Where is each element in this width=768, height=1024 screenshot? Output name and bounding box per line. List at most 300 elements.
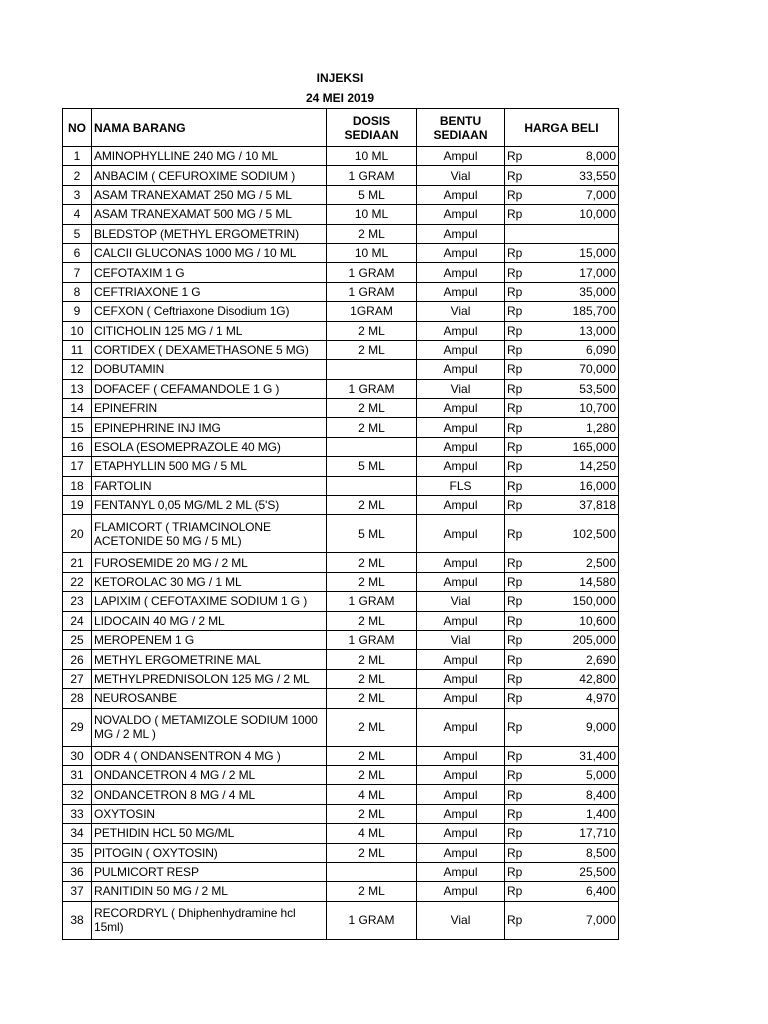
row-bentuk: Ampul xyxy=(417,243,505,262)
row-bentuk: Ampul xyxy=(417,572,505,591)
row-no: 19 xyxy=(63,496,92,515)
row-price: 165,000 xyxy=(572,440,616,455)
row-dosis: 2 ML xyxy=(327,650,417,669)
table-row xyxy=(63,340,619,359)
row-nama-barang: ASAM TRANEXAMAT 500 MG / 5 ML xyxy=(92,205,327,224)
row-price: 2,690 xyxy=(585,652,616,667)
row-no: 12 xyxy=(63,360,92,379)
row-bentuk: Ampul xyxy=(417,515,505,553)
row-currency: Rp xyxy=(507,168,523,183)
row-bentuk: Ampul xyxy=(417,340,505,359)
row-nama-barang: ONDANCETRON 8 MG / 4 ML xyxy=(92,785,327,804)
row-nama-barang: NEUROSANBE xyxy=(92,689,327,708)
row-price: 1,280 xyxy=(585,420,616,435)
row-bentuk: Ampul xyxy=(417,496,505,515)
row-nama-barang: FENTANYL 0,05 MG/ML 2 ML (5'S) xyxy=(92,496,327,515)
row-currency: Rp xyxy=(507,265,523,280)
row-nama-barang: AMINOPHYLLINE 240 MG / 10 ML xyxy=(92,147,327,166)
row-harga xyxy=(505,765,619,784)
row-bentuk: Ampul xyxy=(417,205,505,224)
row-dosis: 1 GRAM xyxy=(327,630,417,649)
row-harga xyxy=(505,824,619,843)
row-bentuk: Ampul xyxy=(417,843,505,862)
table-row xyxy=(63,166,619,185)
row-price: 205,000 xyxy=(572,633,616,648)
row-harga xyxy=(505,689,619,708)
row-currency: Rp xyxy=(507,913,523,928)
row-dosis: 2 ML xyxy=(327,496,417,515)
row-nama-barang: ONDANCETRON 4 MG / 2 ML xyxy=(92,765,327,784)
row-no: 26 xyxy=(63,650,92,669)
row-nama-barang: ASAM TRANEXAMAT 250 MG / 5 ML xyxy=(92,185,327,204)
row-harga xyxy=(505,785,619,804)
row-nama-barang: METHYLPREDNISOLON 125 MG / 2 ML xyxy=(92,669,327,688)
row-dosis: 1 GRAM xyxy=(327,901,417,939)
table-row xyxy=(63,185,619,204)
row-price: 102,500 xyxy=(572,526,616,541)
table-row xyxy=(63,360,619,379)
row-price: 1,400 xyxy=(585,806,616,821)
row-no: 27 xyxy=(63,669,92,688)
row-dosis: 1 GRAM xyxy=(327,263,417,282)
row-bentuk: Ampul xyxy=(417,282,505,301)
row-price: 10,600 xyxy=(579,613,616,628)
row-dosis: 2 ML xyxy=(327,340,417,359)
header-no: NO xyxy=(63,109,92,147)
row-dosis xyxy=(327,437,417,456)
row-harga xyxy=(505,302,619,321)
row-bentuk: Vial xyxy=(417,592,505,611)
row-harga xyxy=(505,418,619,437)
row-nama-barang: RECORDRYL ( Dhiphenhydramine hcl 15ml) xyxy=(92,901,327,939)
row-harga xyxy=(505,457,619,476)
header-nama-barang: NAMA BARANG xyxy=(92,109,327,147)
row-harga xyxy=(505,882,619,901)
row-nama-barang: EPINEPHRINE INJ IMG xyxy=(92,418,327,437)
table-header-row xyxy=(63,109,619,147)
row-bentuk: Ampul xyxy=(417,824,505,843)
row-no: 15 xyxy=(63,418,92,437)
row-price: 2,500 xyxy=(585,555,616,570)
row-harga xyxy=(505,708,619,746)
row-price: 37,818 xyxy=(579,498,616,513)
row-harga xyxy=(505,340,619,359)
row-harga xyxy=(505,166,619,185)
row-harga xyxy=(505,746,619,765)
row-harga xyxy=(505,205,619,224)
row-bentuk: Ampul xyxy=(417,650,505,669)
row-no: 31 xyxy=(63,765,92,784)
row-no: 29 xyxy=(63,708,92,746)
row-nama-barang: LAPIXIM ( CEFOTAXIME SODIUM 1 G ) xyxy=(92,592,327,611)
table-row xyxy=(63,630,619,649)
row-dosis: 2 ML xyxy=(327,572,417,591)
row-no: 8 xyxy=(63,282,92,301)
row-price: 10,700 xyxy=(579,401,616,416)
row-bentuk: Vial xyxy=(417,166,505,185)
row-nama-barang: KETOROLAC 30 MG / 1 ML xyxy=(92,572,327,591)
table-row xyxy=(63,572,619,591)
row-dosis: 2 ML xyxy=(327,708,417,746)
table-row xyxy=(63,476,619,495)
row-no: 18 xyxy=(63,476,92,495)
row-dosis: 4 ML xyxy=(327,785,417,804)
row-nama-barang: CITICHOLIN 125 MG / 1 ML xyxy=(92,321,327,340)
table-row xyxy=(63,611,619,630)
row-dosis: 2 ML xyxy=(327,882,417,901)
page-date: 24 MEI 2019 xyxy=(305,91,375,105)
row-currency: Rp xyxy=(507,720,523,735)
row-no: 4 xyxy=(63,205,92,224)
row-no: 25 xyxy=(63,630,92,649)
row-currency: Rp xyxy=(507,652,523,667)
row-price: 17,000 xyxy=(579,265,616,280)
row-no: 23 xyxy=(63,592,92,611)
row-nama-barang: EPINEFRIN xyxy=(92,399,327,418)
row-nama-barang: FUROSEMIDE 20 MG / 2 ML xyxy=(92,553,327,572)
row-dosis: 2 ML xyxy=(327,224,417,243)
row-harga xyxy=(505,572,619,591)
row-currency: Rp xyxy=(507,187,523,202)
row-currency: Rp xyxy=(507,246,523,261)
row-currency: Rp xyxy=(507,343,523,358)
row-nama-barang: ANBACIM ( CEFUROXIME SODIUM ) xyxy=(92,166,327,185)
row-dosis: 2 ML xyxy=(327,765,417,784)
row-harga xyxy=(505,862,619,881)
row-no: 37 xyxy=(63,882,92,901)
row-bentuk: Ampul xyxy=(417,399,505,418)
row-dosis: 4 ML xyxy=(327,824,417,843)
row-nama-barang: LIDOCAIN 40 MG / 2 ML xyxy=(92,611,327,630)
table-row xyxy=(63,282,619,301)
row-price: 4,970 xyxy=(585,691,616,706)
row-nama-barang: PITOGIN ( OXYTOSIN) xyxy=(92,843,327,862)
row-nama-barang: MEROPENEM 1 G xyxy=(92,630,327,649)
row-currency: Rp xyxy=(507,478,523,493)
row-no: 1 xyxy=(63,147,92,166)
header-bentu-sediaan: BENTU SEDIAAN xyxy=(417,109,505,147)
row-price: 9,000 xyxy=(585,720,616,735)
row-nama-barang: DOFACEF ( CEFAMANDOLE 1 G ) xyxy=(92,379,327,398)
row-currency: Rp xyxy=(507,440,523,455)
row-dosis: 10 ML xyxy=(327,205,417,224)
row-nama-barang: OXYTOSIN xyxy=(92,804,327,823)
row-currency: Rp xyxy=(507,555,523,570)
row-bentuk: Vial xyxy=(417,630,505,649)
row-currency: Rp xyxy=(507,149,523,164)
row-nama-barang: RANITIDIN 50 MG / 2 ML xyxy=(92,882,327,901)
row-price: 53,500 xyxy=(579,381,616,396)
row-price: 6,400 xyxy=(585,884,616,899)
row-price: 70,000 xyxy=(579,362,616,377)
row-price: 8,400 xyxy=(585,787,616,802)
row-dosis: 2 ML xyxy=(327,689,417,708)
row-no: 20 xyxy=(63,515,92,553)
row-nama-barang: DOBUTAMIN xyxy=(92,360,327,379)
row-currency: Rp xyxy=(507,304,523,319)
table-row xyxy=(63,399,619,418)
row-bentuk: Ampul xyxy=(417,708,505,746)
row-bentuk: Ampul xyxy=(417,418,505,437)
row-dosis: 5 ML xyxy=(327,515,417,553)
row-bentuk: Ampul xyxy=(417,689,505,708)
row-price: 7,000 xyxy=(585,187,616,202)
row-harga xyxy=(505,185,619,204)
row-bentuk: Ampul xyxy=(417,611,505,630)
row-no: 11 xyxy=(63,340,92,359)
row-no: 34 xyxy=(63,824,92,843)
row-currency: Rp xyxy=(507,748,523,763)
row-harga xyxy=(505,321,619,340)
row-nama-barang: CEFTRIAXONE 1 G xyxy=(92,282,327,301)
row-dosis: 1 GRAM xyxy=(327,166,417,185)
row-no: 3 xyxy=(63,185,92,204)
table-row xyxy=(63,205,619,224)
row-price: 31,400 xyxy=(579,748,616,763)
header-harga-beli: HARGA BELI xyxy=(505,109,619,147)
row-currency: Rp xyxy=(507,671,523,686)
row-no: 36 xyxy=(63,862,92,881)
row-dosis: 1 GRAM xyxy=(327,282,417,301)
table-row xyxy=(63,457,619,476)
table-row xyxy=(63,418,619,437)
row-harga xyxy=(505,476,619,495)
row-currency: Rp xyxy=(507,826,523,841)
row-bentuk: Ampul xyxy=(417,746,505,765)
row-nama-barang: ESOLA (ESOMEPRAZOLE 40 MG) xyxy=(92,437,327,456)
row-currency: Rp xyxy=(507,284,523,299)
row-price: 10,000 xyxy=(579,207,616,222)
row-harga xyxy=(505,669,619,688)
row-nama-barang: FLAMICORT ( TRIAMCINOLONE ACETONIDE 50 MG / 5 ML) xyxy=(92,515,327,553)
row-currency: Rp xyxy=(507,594,523,609)
row-dosis: 1 GRAM xyxy=(327,592,417,611)
row-price: 185,700 xyxy=(572,304,616,319)
row-bentuk: Ampul xyxy=(417,457,505,476)
row-currency: Rp xyxy=(507,323,523,338)
table-row xyxy=(63,765,619,784)
row-no: 14 xyxy=(63,399,92,418)
row-currency: Rp xyxy=(507,865,523,880)
row-currency: Rp xyxy=(507,613,523,628)
row-nama-barang: PETHIDIN HCL 50 MG/ML xyxy=(92,824,327,843)
row-no: 9 xyxy=(63,302,92,321)
table-row xyxy=(63,592,619,611)
row-harga xyxy=(505,399,619,418)
row-no: 22 xyxy=(63,572,92,591)
row-dosis: 2 ML xyxy=(327,843,417,862)
row-nama-barang: ETAPHYLLIN 500 MG / 5 ML xyxy=(92,457,327,476)
row-currency: Rp xyxy=(507,845,523,860)
row-no: 17 xyxy=(63,457,92,476)
row-price: 5,000 xyxy=(585,768,616,783)
table-row xyxy=(63,496,619,515)
row-harga xyxy=(505,437,619,456)
row-dosis: 2 ML xyxy=(327,669,417,688)
row-no: 2 xyxy=(63,166,92,185)
row-bentuk: Ampul xyxy=(417,147,505,166)
row-currency: Rp xyxy=(507,381,523,396)
row-currency: Rp xyxy=(507,459,523,474)
row-dosis: 2 ML xyxy=(327,746,417,765)
table-row xyxy=(63,263,619,282)
row-harga xyxy=(505,901,619,939)
row-price: 16,000 xyxy=(579,478,616,493)
row-bentuk: Ampul xyxy=(417,360,505,379)
row-no: 16 xyxy=(63,437,92,456)
table-row xyxy=(63,746,619,765)
row-currency: Rp xyxy=(507,401,523,416)
row-harga xyxy=(505,147,619,166)
row-currency: Rp xyxy=(507,806,523,821)
row-dosis: 2 ML xyxy=(327,399,417,418)
row-dosis xyxy=(327,862,417,881)
table-row xyxy=(63,437,619,456)
row-dosis xyxy=(327,360,417,379)
row-bentuk: Ampul xyxy=(417,765,505,784)
row-harga xyxy=(505,224,619,243)
row-harga xyxy=(505,496,619,515)
row-harga xyxy=(505,804,619,823)
row-dosis: 1 GRAM xyxy=(327,379,417,398)
table-row xyxy=(63,515,619,553)
row-currency: Rp xyxy=(507,691,523,706)
row-price: 13,000 xyxy=(579,323,616,338)
table-row xyxy=(63,553,619,572)
table-row xyxy=(63,708,619,746)
row-currency: Rp xyxy=(507,362,523,377)
row-price: 14,580 xyxy=(579,575,616,589)
row-currency: Rp xyxy=(507,420,523,435)
table-row xyxy=(63,882,619,901)
row-no: 13 xyxy=(63,379,92,398)
row-no: 5 xyxy=(63,224,92,243)
price-table xyxy=(62,108,619,940)
row-nama-barang: METHYL ERGOMETRINE MAL xyxy=(92,650,327,669)
row-currency: Rp xyxy=(507,884,523,899)
row-bentuk: Ampul xyxy=(417,437,505,456)
row-price: 6,090 xyxy=(585,343,616,358)
row-bentuk: Ampul xyxy=(417,321,505,340)
row-dosis: 5 ML xyxy=(327,457,417,476)
row-harga xyxy=(505,360,619,379)
row-dosis: 10 ML xyxy=(327,243,417,262)
table-row xyxy=(63,224,619,243)
row-no: 33 xyxy=(63,804,92,823)
row-nama-barang: CALCII GLUCONAS 1000 MG / 10 ML xyxy=(92,243,327,262)
row-bentuk: FLS xyxy=(417,476,505,495)
table-row xyxy=(63,804,619,823)
row-price: 14,250 xyxy=(579,459,616,474)
row-dosis: 2 ML xyxy=(327,418,417,437)
row-price: 8,000 xyxy=(585,149,616,164)
row-dosis: 2 ML xyxy=(327,611,417,630)
row-bentuk: Ampul xyxy=(417,669,505,688)
row-dosis: 2 ML xyxy=(327,804,417,823)
row-no: 21 xyxy=(63,553,92,572)
row-bentuk: Ampul xyxy=(417,882,505,901)
row-price: 7,000 xyxy=(585,913,616,928)
row-nama-barang: FARTOLIN xyxy=(92,476,327,495)
row-harga xyxy=(505,592,619,611)
row-price: 33,550 xyxy=(579,168,616,183)
row-harga xyxy=(505,630,619,649)
row-dosis: 5 ML xyxy=(327,185,417,204)
table-row xyxy=(63,243,619,262)
row-nama-barang: ODR 4 ( ONDANSENTRON 4 MG ) xyxy=(92,746,327,765)
row-currency: Rp xyxy=(507,768,523,783)
row-bentuk: Ampul xyxy=(417,553,505,572)
row-no: 7 xyxy=(63,263,92,282)
row-harga xyxy=(505,553,619,572)
row-harga xyxy=(505,843,619,862)
row-nama-barang: CEFXON ( Ceftriaxone Disodium 1G) xyxy=(92,302,327,321)
row-dosis: 2 ML xyxy=(327,553,417,572)
row-price: 42,800 xyxy=(579,671,616,686)
row-dosis: 10 ML xyxy=(327,147,417,166)
row-currency: Rp xyxy=(507,575,523,589)
row-currency: Rp xyxy=(507,207,523,222)
row-no: 24 xyxy=(63,611,92,630)
row-bentuk: Ampul xyxy=(417,862,505,881)
row-price: 8,500 xyxy=(585,845,616,860)
header-dosis-sediaan: DOSIS SEDIAAN xyxy=(327,109,417,147)
row-harga xyxy=(505,282,619,301)
row-currency: Rp xyxy=(507,526,523,541)
row-currency: Rp xyxy=(507,498,523,513)
row-no: 28 xyxy=(63,689,92,708)
row-nama-barang: BLEDSTOP (METHYL ERGOMETRIN) xyxy=(92,224,327,243)
row-no: 38 xyxy=(63,901,92,939)
row-price: 15,000 xyxy=(579,246,616,261)
row-harga xyxy=(505,263,619,282)
table-row xyxy=(63,379,619,398)
row-currency: Rp xyxy=(507,787,523,802)
row-no: 10 xyxy=(63,321,92,340)
row-harga xyxy=(505,650,619,669)
row-bentuk: Ampul xyxy=(417,785,505,804)
row-bentuk: Vial xyxy=(417,302,505,321)
row-bentuk: Ampul xyxy=(417,224,505,243)
table-row xyxy=(63,843,619,862)
table-row xyxy=(63,302,619,321)
row-dosis: 2 ML xyxy=(327,321,417,340)
row-no: 30 xyxy=(63,746,92,765)
row-currency: Rp xyxy=(507,633,523,648)
row-price: 25,500 xyxy=(579,865,616,880)
table-row xyxy=(63,147,619,166)
row-no: 35 xyxy=(63,843,92,862)
row-price: 150,000 xyxy=(572,594,616,609)
row-price: 35,000 xyxy=(579,284,616,299)
table-row xyxy=(63,321,619,340)
table-row xyxy=(63,650,619,669)
table-body xyxy=(63,147,619,940)
row-no: 6 xyxy=(63,243,92,262)
row-bentuk: Vial xyxy=(417,901,505,939)
table-row xyxy=(63,785,619,804)
row-dosis: 1GRAM xyxy=(327,302,417,321)
page-title: INJEKSI xyxy=(316,71,364,85)
row-price: 17,710 xyxy=(579,826,616,841)
table-row xyxy=(63,689,619,708)
row-nama-barang: CORTIDEX ( DEXAMETHASONE 5 MG) xyxy=(92,340,327,359)
table-row xyxy=(63,669,619,688)
row-nama-barang: CEFOTAXIM 1 G xyxy=(92,263,327,282)
row-nama-barang: PULMICORT RESP xyxy=(92,862,327,881)
row-dosis xyxy=(327,476,417,495)
table-row xyxy=(63,901,619,939)
